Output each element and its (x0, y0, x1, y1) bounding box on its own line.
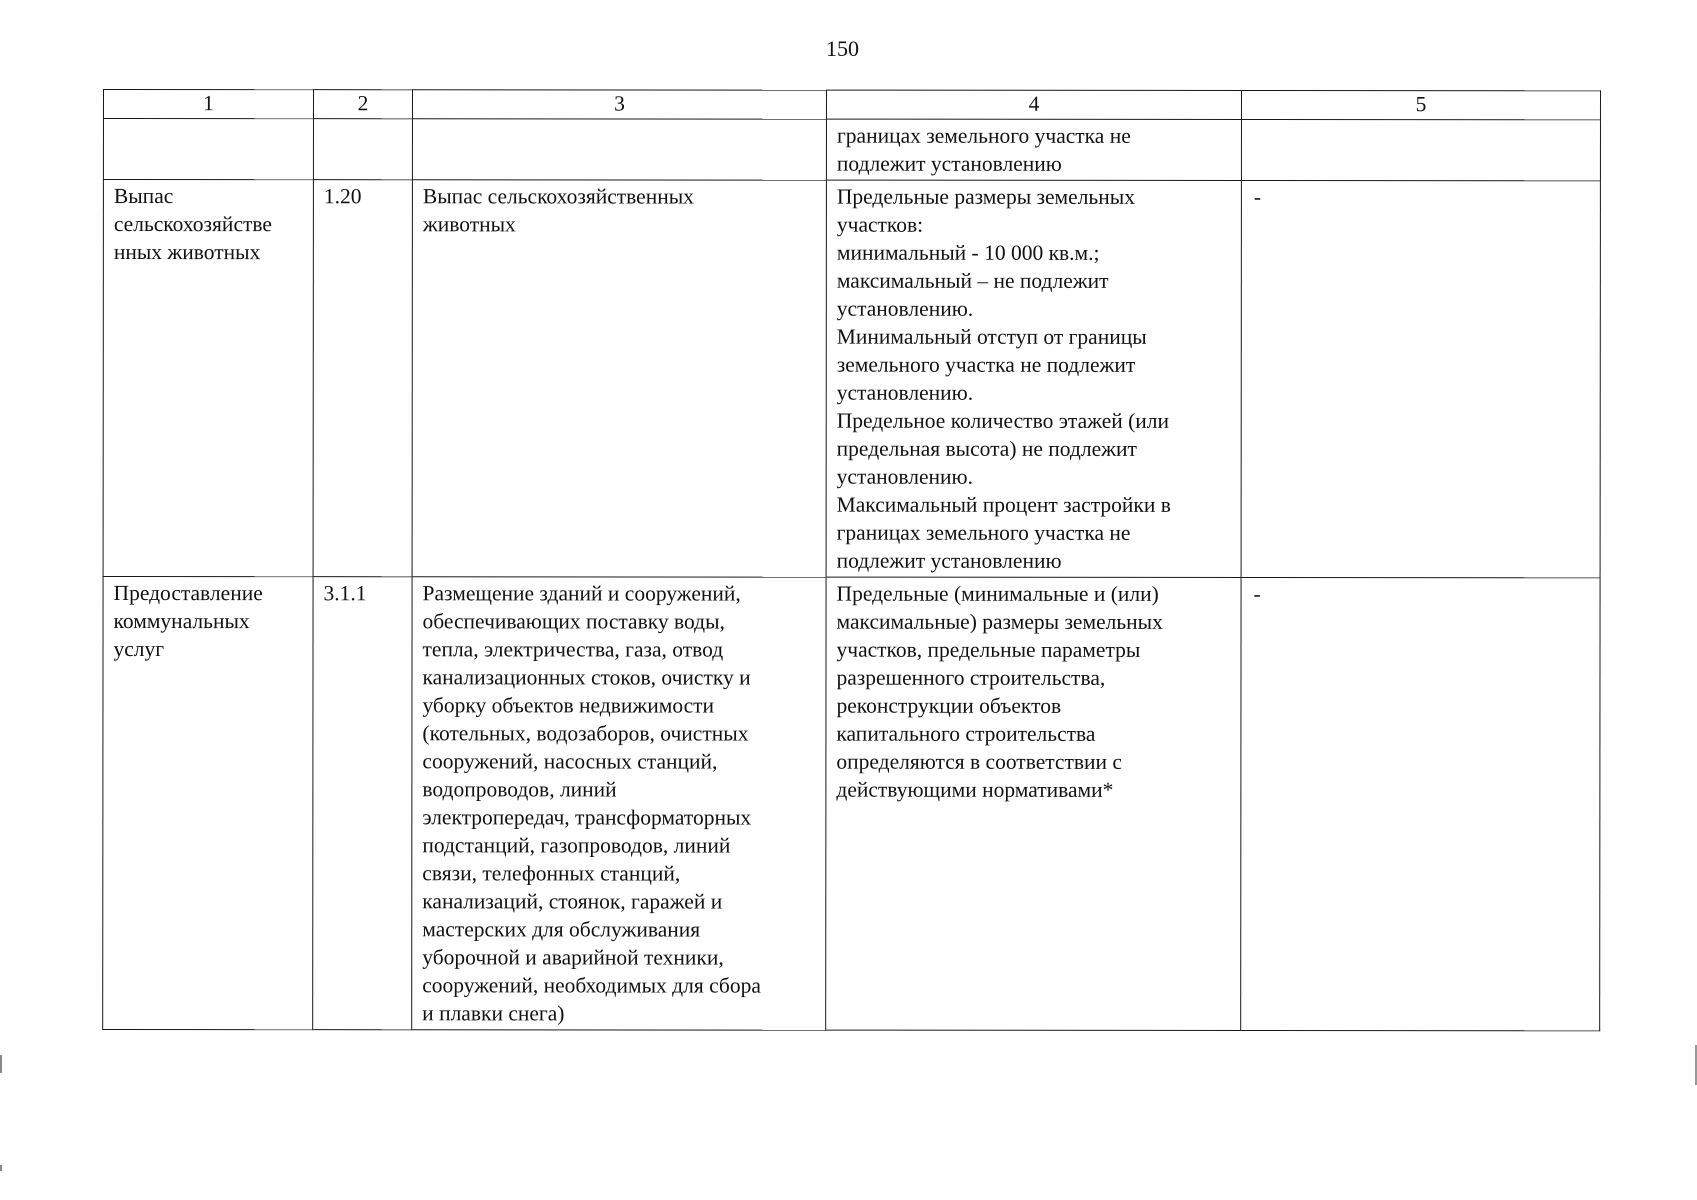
cell-text (104, 119, 313, 123)
cell-text (314, 119, 412, 123)
table-cell (313, 180, 412, 577)
column-header: 1 (103, 90, 313, 119)
land-use-restrictions: - (1253, 582, 1261, 607)
column-header: 3 (412, 90, 826, 119)
table-cell (103, 577, 313, 1030)
land-use-code: 3.1.1 (323, 581, 367, 606)
cell-text (413, 119, 826, 123)
table-cell (103, 180, 313, 577)
zoning-table (102, 89, 1601, 1031)
table-cell (412, 577, 826, 1030)
cell-text: границах земельного участка не подлежит установлению (836, 123, 1131, 176)
land-use-description: Выпас сельскохозяйственных животных (422, 184, 694, 237)
land-use-parameters: Предельные (минимальные и (или) максимальные) размеры земельных участков, предельные параметры разрешенного строительства, реконструкции объектов капитального строительства определяются в соответствии с действующими нормативами* (836, 581, 1163, 802)
table-cell (1241, 180, 1600, 577)
land-use-restrictions: - (1253, 185, 1262, 210)
land-use-description: Размещение зданий и сооружений, обеспечивающих поставку воды, тепла, электричества, газа, отвод канализационных стоков, очистку и уборку объектов недвижимости (котельных, водозаборов, очистных сооружений, насосных станций, водопроводов, линий электропередач, трансформаторных подстанций, газопроводов, линий связи, телефонных станций, канализаций, стоянок, гаражей и мастерских для обслуживания уборочной и аварийной техники, сооружений, необходимых для сбора и плавки снега) (422, 581, 761, 1026)
table-cell (313, 119, 412, 180)
land-use-name: Предоставление коммунальных услуг (113, 581, 263, 662)
table-cell (313, 577, 412, 1030)
table-cell (1241, 577, 1600, 1030)
land-use-name: Выпас сельскохозяйстве нных животных (113, 184, 272, 265)
table-cell (826, 577, 1241, 1030)
land-use-code: 1.20 (323, 184, 362, 209)
table-cell (1241, 119, 1600, 180)
scan-margin-mark (0, 1055, 2, 1073)
table-cell (412, 180, 826, 577)
table-row (103, 119, 1600, 181)
cell-text (1242, 120, 1600, 124)
table-cell (412, 119, 826, 180)
table-row (103, 577, 1600, 1031)
table-row (103, 180, 1600, 578)
table-cell (103, 119, 313, 180)
table-cell (826, 180, 1241, 577)
column-header: 2 (313, 90, 412, 119)
column-header: 4 (826, 90, 1241, 119)
scan-margin-mark (0, 1165, 2, 1171)
land-use-parameters: Предельные размеры земельных участков: минимальный - 10 000 кв.м.; максимальный – не подлежит установлению. Минимальный отступ от границы земельного участка не подлежит установлению. Предельное количество этажей (или предельная высота) не подлежит установлению. Максимальный процент застройки в границах земельного участка не подлежит установлению (836, 184, 1171, 573)
table-cell (826, 119, 1241, 180)
column-header: 5 (1241, 90, 1600, 119)
table-header-row (103, 90, 1600, 120)
page-number: 150 (826, 36, 859, 61)
